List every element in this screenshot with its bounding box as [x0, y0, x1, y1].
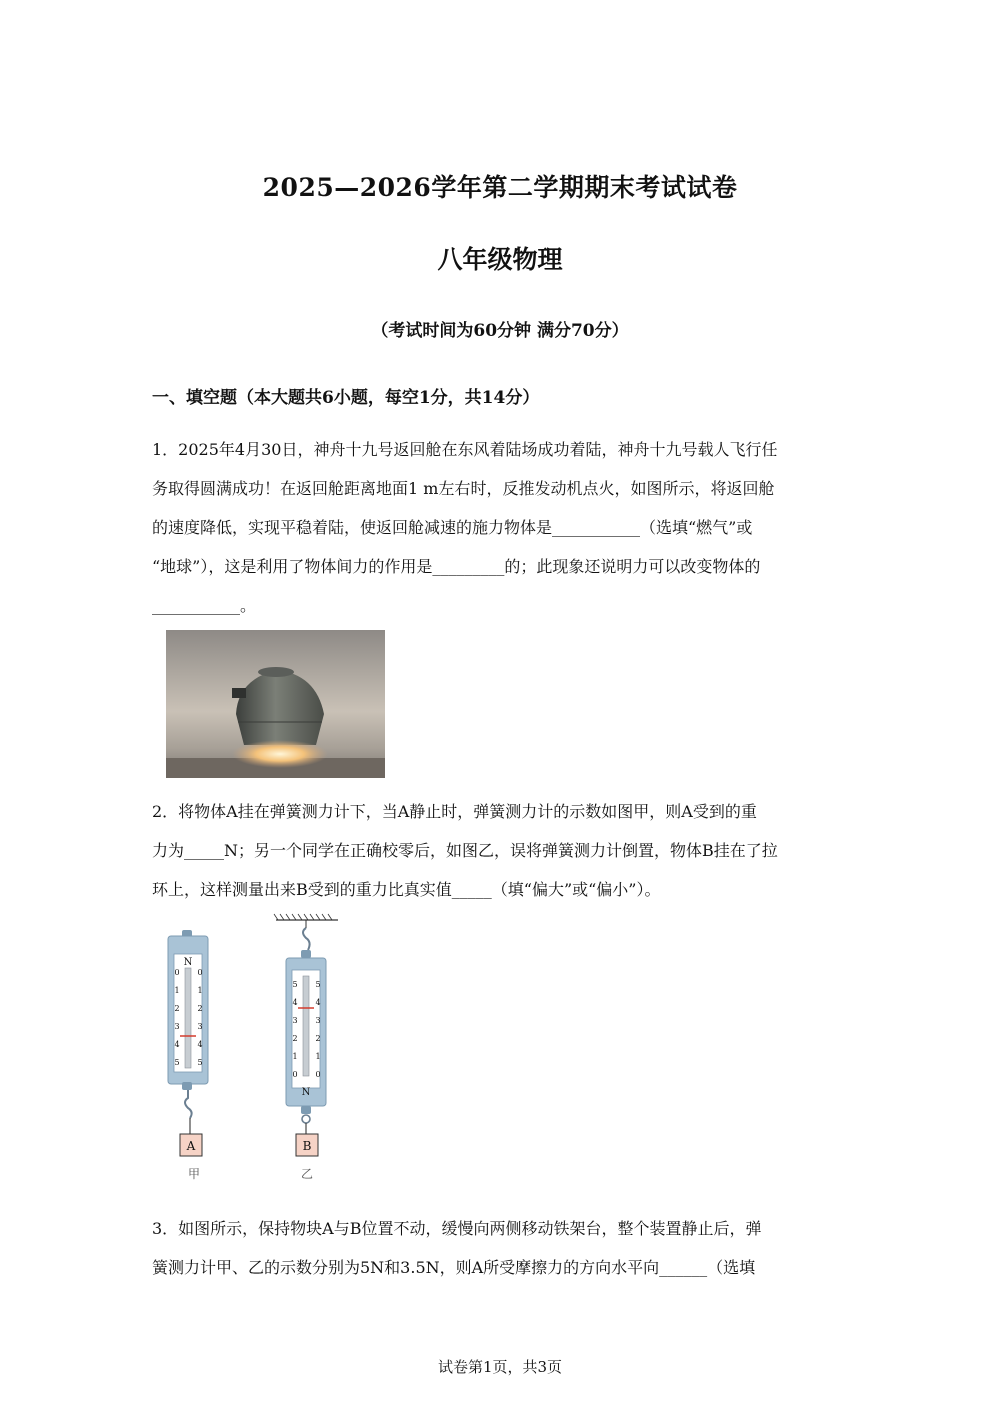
right-tick-label: 1 [292, 1052, 298, 1061]
left-tick-label: 3 [174, 1022, 180, 1031]
right-tick-label: 2 [292, 1034, 298, 1043]
spring-scale-left [168, 930, 208, 1181]
page-footer: 试卷第1页，共3页 [437, 1358, 563, 1376]
left-tick-label: 4 [174, 1040, 180, 1049]
question-1-line: 的速度降低，实现平稳着陆，使返回舱减速的施力物体是___________（选填“燃气”或 [152, 518, 753, 537]
left-tick-label: 5 [174, 1058, 180, 1067]
left-tick-label: 2 [174, 1004, 180, 1013]
left-tick-label: 0 [197, 968, 203, 977]
block-a-label: A [186, 1139, 196, 1153]
right-tick-label: 3 [315, 1016, 321, 1025]
right-tick-label: 0 [292, 1070, 298, 1079]
question-3-line: 簧测力计甲、乙的示数分别为5N和3.5N，则A所受摩擦力的方向水平向______（选填 [152, 1258, 756, 1277]
left-tick-label: 4 [197, 1040, 203, 1049]
left-tick-label: 3 [197, 1022, 203, 1031]
caption-left: 甲 [187, 1167, 201, 1181]
left-tick-label: 5 [197, 1058, 203, 1067]
question-2-line: 环上，这样测量出来B受到的重力比真实值_____（填“偏大”或“偏小”）。 [152, 880, 661, 899]
right-tick-label: 2 [315, 1034, 321, 1043]
right-tick-label: 4 [315, 998, 321, 1007]
left-tick-label: 1 [174, 986, 180, 995]
right-tick-label: 3 [292, 1016, 298, 1025]
question-2-line: 力为_____N；另一个同学在正确校零后，如图乙，误将弹簧测力计倒置，物体B挂在了拉 [152, 841, 778, 860]
question-1-line: 1．2025年4月30日，神舟十九号返回舱在东风着陆场成功着陆，神舟十九号载人飞行任 [152, 440, 778, 459]
right-unit-label: N [301, 1087, 311, 1098]
subject-title: 八年级物理 [437, 245, 563, 274]
right-tick-label: 4 [292, 998, 298, 1007]
capsule-photo [166, 630, 385, 778]
left-tick-label: 0 [174, 968, 180, 977]
left-unit-label: N [183, 957, 193, 968]
question-1 [152, 430, 852, 625]
right-tick-label: 5 [292, 980, 298, 989]
spring-scale-right [274, 914, 338, 1181]
question-1-line: 务取得圆满成功！在返回舱距离地面1 m左右时，反推发动机点火，如图所示，将返回舱 [152, 479, 775, 498]
question-3-line: 3．如图所示，保持物块A与B位置不动，缓慢向两侧移动铁架台，整个装置静止后，弹 [152, 1219, 762, 1238]
exam-info: （考试时间为60分钟 满分70分） [371, 321, 629, 341]
question-3 [152, 1209, 852, 1287]
caption-right: 乙 [300, 1167, 314, 1181]
question-1-line: “地球”），这是利用了物体间力的作用是_________的；此现象还说明力可以改变物体的 [152, 557, 761, 576]
left-tick-label: 1 [197, 986, 203, 995]
spring-scale-figure [160, 912, 350, 1187]
left-tick-label: 2 [197, 1004, 203, 1013]
right-tick-label: 5 [315, 980, 321, 989]
block-b-label: B [302, 1139, 312, 1153]
right-tick-label: 0 [315, 1070, 321, 1079]
section-heading: 一、填空题（本大题共6小题，每空1分，共14分） [152, 388, 540, 408]
question-1-line: ___________。 [152, 596, 257, 615]
question-2-line: 2．将物体A挂在弹簧测力计下，当A静止时，弹簧测力计的示数如图甲，则A受到的重 [152, 802, 757, 821]
right-tick-label: 1 [315, 1052, 321, 1061]
exam-title: 2025—2026学年第二学期期末考试试卷 [262, 173, 738, 202]
question-2 [152, 792, 852, 909]
